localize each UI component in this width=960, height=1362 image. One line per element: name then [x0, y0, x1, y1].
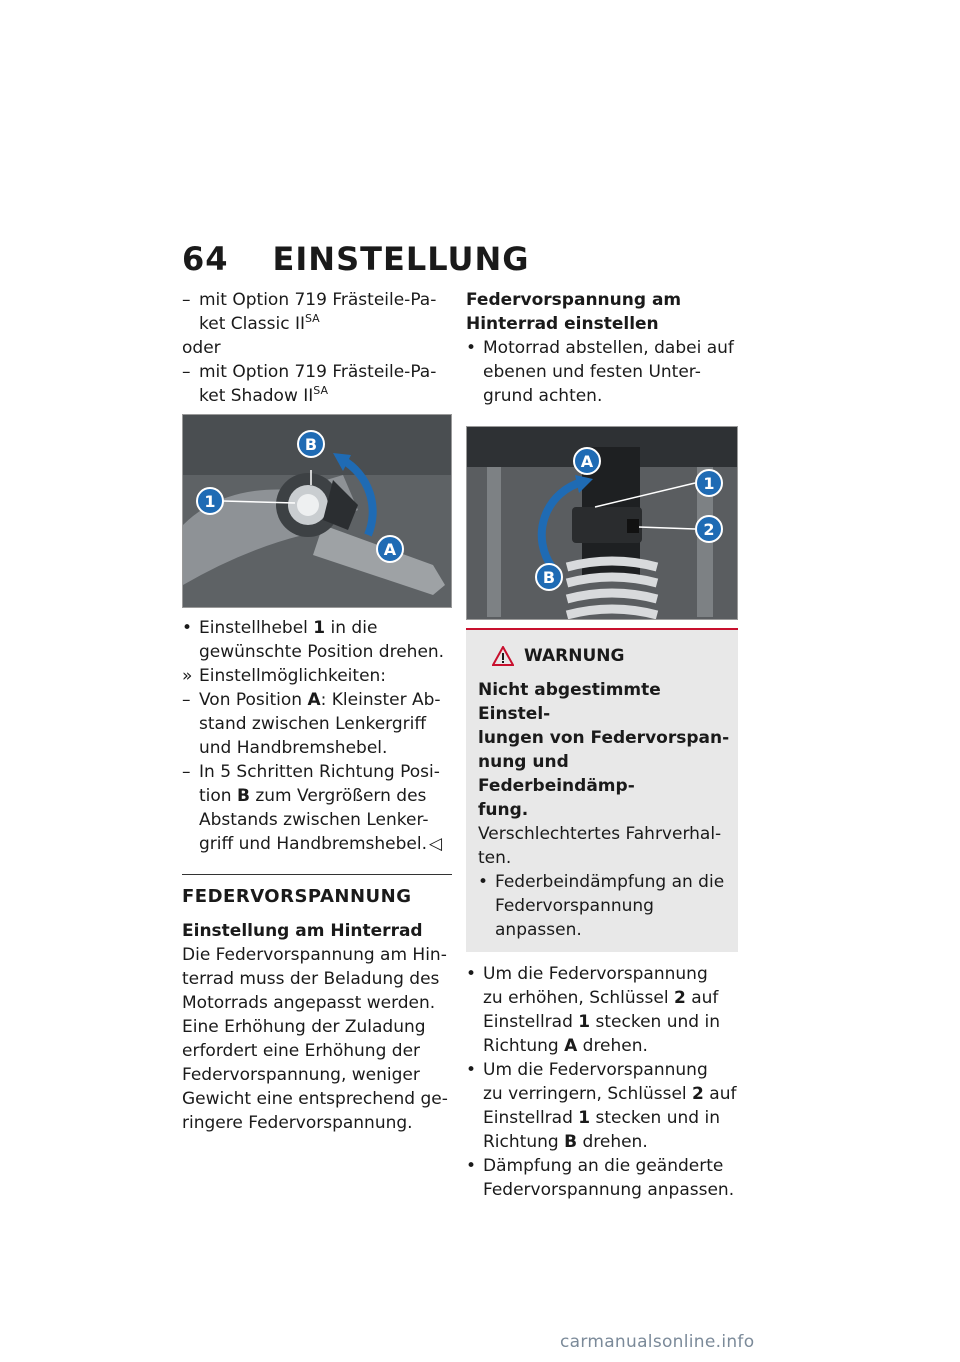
list-item: • Einstellhebel 1 in die gewünschte Position drehen. [182, 618, 445, 662]
subheading: Einstellung am Hinterrad [182, 921, 423, 941]
page-title: EINSTELLUNG [272, 240, 530, 278]
svg-text:2: 2 [703, 520, 715, 539]
end-mark: ◁ [429, 834, 443, 854]
paragraph: Die Federvorspannung am Hin- terrad muss der Beladung des Motorrads angepasst werden. Eine Erhöhung der Zuladung erfordert eine Erhöhung der Federvorspannung, weniger Gewicht eine entsprechend ge- ringere Federvorspannung. [182, 945, 448, 1133]
svg-text:A: A [383, 540, 397, 559]
list-item: – mit Option 719 Frästeile-Pa- ket Classic $II^{SA}$ [182, 290, 437, 334]
list-item: • Um die Federvorspannung zu erhöhen, Schlüssel 2 auf Einstellrad 1 stecken und in Richtung A drehen. [466, 964, 720, 1056]
svg-text:B: B [304, 435, 318, 454]
warning-heading: Nicht abgestimmte Einstel- lungen von Federvorspan- nung und Federbeindämp- fung. [478, 680, 730, 820]
brake-lever-illustration [183, 415, 451, 607]
marker-b [536, 564, 562, 590]
oder-label: oder [182, 338, 221, 358]
heading: Federvorspannung am Hinterrad einstellen [466, 290, 682, 334]
marker-a [574, 448, 600, 474]
sa-superscript: SA [313, 384, 328, 397]
section-divider [182, 874, 452, 875]
svg-text:1: 1 [703, 474, 715, 493]
left-column [182, 288, 452, 1135]
marker-2 [696, 516, 722, 542]
right-column [466, 288, 738, 1202]
warning-title: WARNUNG [492, 644, 730, 668]
page-header [182, 240, 529, 278]
list-item: – mit Option 719 Frästeile-Pa- ket Shadow $II^{SA}$ [182, 362, 437, 406]
warning-box [466, 628, 738, 952]
watermark-footer: carmanualsonline.info [560, 1332, 755, 1352]
list-item: » Einstellmöglichkeiten: [182, 666, 387, 686]
shock-absorber-illustration [467, 427, 737, 619]
list-item: • Dämpfung an die geänderte Federvorspannung anpassen. [466, 1156, 735, 1200]
warning-text: Verschlechtertes Fahrverhal- ten. [478, 824, 722, 868]
sa-superscript: SA [305, 312, 320, 325]
marker-1 [696, 470, 722, 496]
svg-text:B: B [542, 568, 556, 587]
warning-triangle-icon [492, 646, 514, 666]
list-item: – Von Position A: Kleinster Ab- stand zwischen Lenkergriff und Handbremshebel. [182, 690, 441, 758]
page-number: 64 [182, 240, 229, 278]
marker-b [298, 431, 324, 457]
marker-1 [197, 488, 223, 514]
section-title: FEDERVORSPANNUNG [182, 886, 412, 907]
list-item: • Motorrad abstellen, dabei auf ebenen und festen Unter- grund achten. [466, 338, 734, 406]
warning-bullet: • Federbeindämpfung an die Federvorspannung anpassen. [478, 872, 725, 940]
list-item: • Um die Federvorspannung zu verringern, Schlüssel 2 auf Einstellrad 1 stecken und in Richtung B drehen. [466, 1060, 737, 1152]
svg-text:A: A [580, 452, 594, 471]
svg-text:1: 1 [204, 492, 216, 511]
marker-a [377, 536, 403, 562]
brake-lever-figure [182, 414, 452, 608]
list-item: – In 5 Schritten Richtung Posi- tion B zum Vergrößern des Abstands zwischen Lenker- griff und Handbremshebel. ◁ [182, 762, 443, 854]
shock-absorber-figure [466, 426, 738, 620]
